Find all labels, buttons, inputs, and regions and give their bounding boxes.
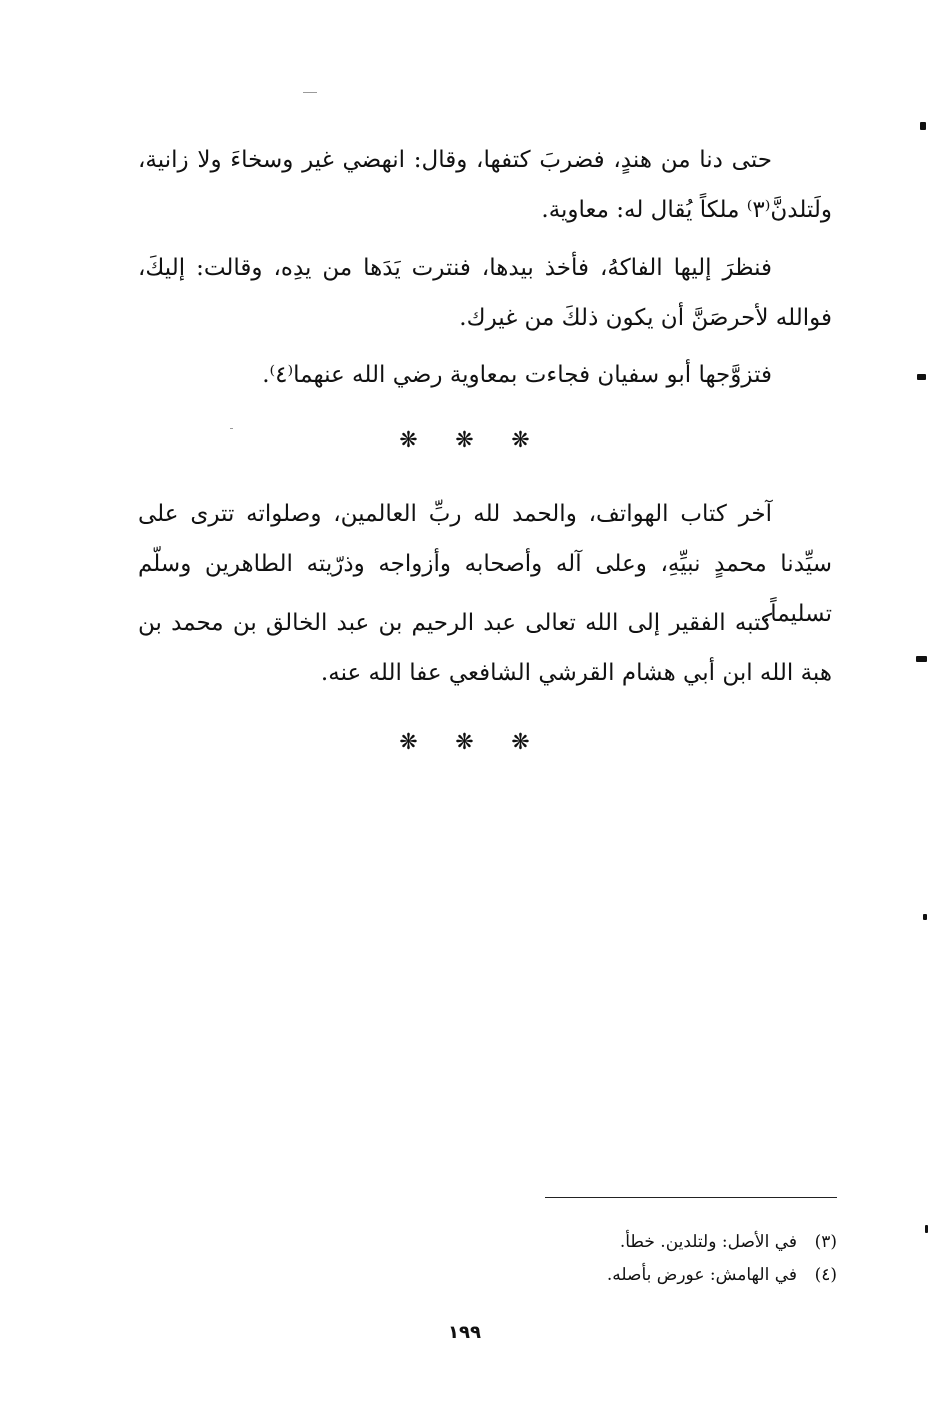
separator-star-icon: ❋ bbox=[455, 730, 474, 755]
margin-mark bbox=[925, 1225, 928, 1233]
footnote-divider bbox=[545, 1197, 837, 1198]
paragraph-1: حتى دنا من هندٍ، فضربَ كتفها، وقال: انهضي غير وسخاءَ ولا زانية، ولَتلدنَّ⁽٣⁾ ملكاً يُقال له: معاوية. bbox=[138, 147, 832, 223]
separator-star-icon: ❋ bbox=[399, 730, 418, 755]
separator-star-icon: ❋ bbox=[511, 730, 530, 755]
colophon-paragraph: آخر كتاب الهواتف، والحمد لله ربِّ العالمين، وصلواته تترى على سيِّدنا محمدٍ نبيِّهِ، وعلى آله وأصحابه وأزواجه وذرّيته الطاهرين وسلّم تسليماً. bbox=[138, 501, 832, 627]
page-number: ١٩٩ bbox=[448, 1322, 481, 1343]
separator-star-icon: ❋ bbox=[511, 428, 530, 453]
footnote bbox=[400, 1259, 837, 1292]
footnote-text: في الهامش: عورض بأصله. bbox=[606, 1265, 797, 1285]
margin-mark bbox=[923, 914, 927, 920]
scribe-paragraph: كتبه الفقير إلى الله تعالى عبد الرحيم بن عبد الخالق بن محمد بن هبة الله ابن أبي هشام القرشي الشافعي عفا الله عنه. bbox=[138, 610, 832, 686]
separator-star-icon: ❋ bbox=[455, 428, 474, 453]
footnote-number: (٣) bbox=[814, 1232, 837, 1252]
scan-speck bbox=[303, 92, 317, 93]
footnote-text: في الأصل: ولتلدين. خطأ. bbox=[619, 1232, 797, 1252]
margin-mark bbox=[916, 656, 927, 662]
section-separator bbox=[0, 428, 929, 453]
separator-star-icon: ❋ bbox=[399, 428, 418, 453]
paragraph-3: فتزوَّجها أبو سفيان فجاءت بمعاوية رضي الله عنهما⁽٤⁾. bbox=[262, 362, 772, 388]
margin-mark bbox=[917, 374, 926, 380]
margin-mark bbox=[920, 122, 926, 130]
section-separator bbox=[0, 730, 929, 755]
footnote bbox=[400, 1226, 837, 1259]
footnotes bbox=[400, 1226, 837, 1292]
footnote-number: (٤) bbox=[814, 1265, 837, 1285]
paragraph-2: فنظرَ إليها الفاكهُ، فأخذ بيدها، فنترت يَدَها من يدِه، وقالت: إليكَ، فوالله لأحرصَنَّ أن يكون ذلكَ من غيرك. bbox=[138, 255, 832, 331]
